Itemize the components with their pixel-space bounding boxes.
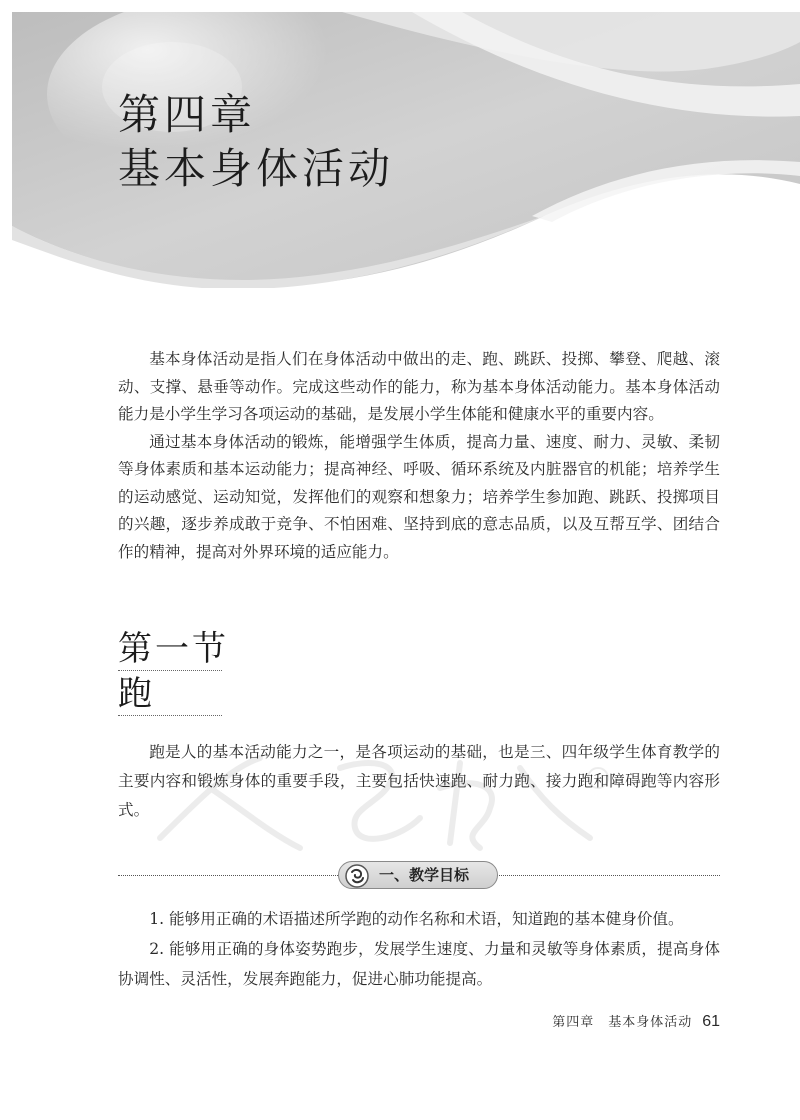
section-title [118,628,229,716]
section-number: 第一节 [118,629,229,669]
chapter-title [118,88,394,196]
swirl-icon [345,864,369,888]
section-intro [118,738,720,825]
goal-heading-badge [338,861,498,889]
goal-item: 2. 能够用正确的身体姿势跑步，发展学生速度、力量和灵敏等身体素质，提高身体协调性、灵活性，发展奔跑能力，促进心肺功能提高。 [118,940,720,988]
page-number: 61 [702,1013,720,1030]
chapter-number: 第四章 [118,90,257,139]
page-footer [530,1012,720,1033]
section-intro-paragraph: 跑是人的基本活动能力之一，是各项运动的基础，也是三、四年级学生体育教学的主要内容和锻炼身体的重要手段，主要包括快速跑、耐力跑、接力跑和障碍跑等内容形式。 [118,743,720,819]
intro-paragraph: 基本身体活动是指人们在身体活动中做出的走、跑、跳跃、投掷、攀登、爬越、滚动、支撑、悬垂等动作。完成这些动作的能力，称为基本身体活动能力。基本身体活动能力是小学生学习各项运动的基础，是发展小学生体能和健康水平的重要内容。 [118,350,720,423]
intro-paragraph: 通过基本身体活动的锻炼，能增强学生体质，提高力量、速度、耐力、灵敏、柔韧等身体素质和基本运动能力；提高神经、呼吸、循环系统及内脏器官的机能；培养学生的运动感觉、运动知觉，发挥他们的观察和想象力；培养学生参加跑、跳跃、投掷项目的兴趣，逐步养成敢于竞争、不怕困难、坚持到底的意志品质，以及互帮互学、团结合作的精神，提高对外界环境的适应能力。 [118,432,720,561]
chapter-name: 基本身体活动 [118,144,395,193]
section-name: 跑 [118,673,222,716]
goal-heading: 一、教学目标 [379,866,470,884]
footer-chapter-label: 第四章 基本身体活动 [552,1015,693,1030]
goal-item: 1. 能够用正确的术语描述所学跑的动作名称和术语，知道跑的基本健身价值。 [149,910,684,928]
teaching-goals [118,904,720,994]
chapter-intro [118,346,720,566]
